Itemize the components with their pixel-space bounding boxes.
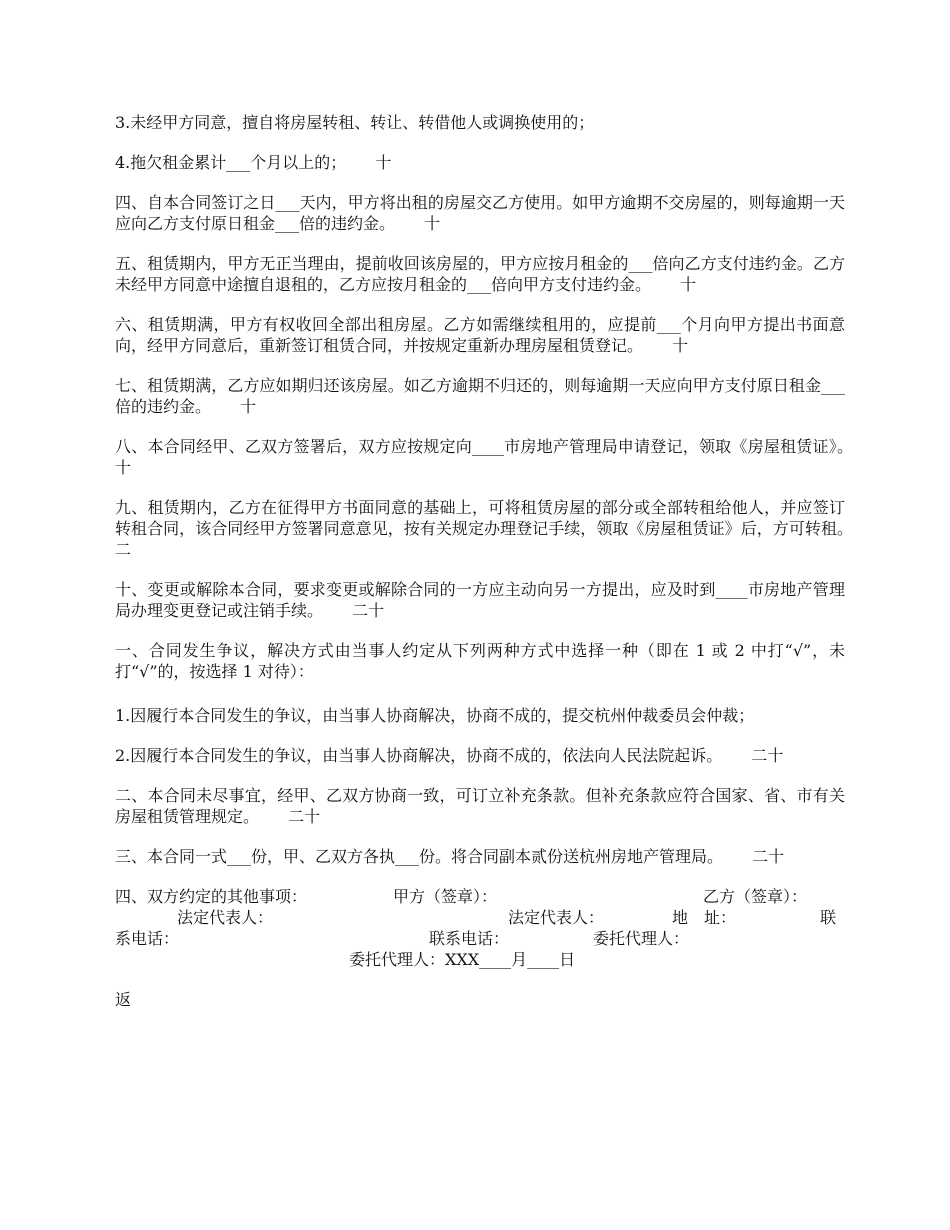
clause-renewal: 六、租赁期满，甲方有权收回全部出租房屋。乙方如需继续租用的，应提前___个月向甲方提出书面意向，经甲方同意后，重新签订租赁合同，并按规定重新办理房屋租赁登记。 十 (115, 315, 845, 355)
agent-b-date-label: 委托代理人：XXX____月____日 (349, 950, 576, 969)
clause-early-recovery: 五、租赁期内，甲方无正当理由，提前收回该房屋的，甲方应按月租金的___倍向乙方支付违约金。乙方未经甲方同意中途擅自退租的，乙方应按月租金的___倍向甲方支付违约金。 十 (115, 254, 845, 294)
clause-3-sublet: 3.未经甲方同意，擅自将房屋转租、转让、转借他人或调换使用的； (115, 113, 595, 132)
clause-sublease: 九、租赁期内，乙方在征得甲方书面同意的基础上，可将租赁房屋的部分或全部转租给他人，并应签订转租合同，该合同经甲方签署同意意见，按有关规定办理登记手续，领取《房屋租赁证》后，方可转租。 二 (115, 498, 883, 559)
party-a-sign-label: 甲方（签章）： (393, 887, 498, 906)
legal-rep-b-label: 法定代表人： (508, 908, 605, 927)
party-b-sign-label: 乙方（签章）： (703, 887, 808, 906)
clause-delivery: 四、自本合同签订之日___天内，甲方将出租的房屋交乙方使用。如甲方逾期不交房屋的，则每逾期一天应向乙方支付原日租金___倍的违约金。 十 (115, 193, 845, 233)
footer-return-text: 返 (115, 990, 132, 1009)
other-matters-label: 四、双方约定的其他事项： (115, 887, 308, 906)
clause-supplement: 二、本合同未尽事宜，经甲、乙双方协商一致，可订立补充条款。但补充条款应符合国家、省、市有关房屋租赁管理规定。 二十 (115, 786, 845, 826)
phone-b-label: 联系电话： (429, 929, 510, 948)
address-a-label: 地 址： (672, 908, 737, 927)
signature-block (115, 886, 845, 970)
legal-rep-a-label: 法定代表人： (177, 908, 274, 927)
document-page (115, 112, 883, 1029)
clause-registration: 八、本合同经甲、乙双方签署后，双方应按规定向____市房地产管理局申请登记，领取《房屋租赁证》。 十 (115, 437, 883, 477)
phone-a-label: 联系电话： (115, 908, 837, 948)
clause-dispute: 一、合同发生争议，解决方式由当事人约定从下列两种方式中选择一种（即在 1 或 2 中打“√”，未打“√”的，按选择 1 对待）： (115, 641, 845, 681)
clause-return: 七、租赁期满，乙方应如期归还该房屋。如乙方逾期不归还的，则每逾期一天应向甲方支付原日租金___倍的违约金。 十 (115, 376, 845, 416)
clause-4-rent-arrears: 4.拖欠租金累计___个月以上的； 十 (115, 153, 392, 172)
dispute-option-1: 1.因履行本合同发生的争议，由当事人协商解决，协商不成的，提交杭州仲裁委员会仲裁； (115, 706, 755, 725)
dispute-option-2: 2.因履行本合同发生的争议，由当事人协商解决，协商不成的，依法向人民法院起诉。 二十 (115, 746, 784, 765)
clause-copies: 三、本合同一式___份，甲、乙双方各执___份。将合同副本贰份送杭州房地产管理局。 二十 (115, 847, 785, 866)
clause-change: 十、变更或解除本合同，要求变更或解除合同的一方应主动向另一方提出，应及时到____市房地产管理局办理变更登记或注销手续。 二十 (115, 580, 845, 620)
agent-a-label: 委托代理人： (593, 929, 690, 948)
